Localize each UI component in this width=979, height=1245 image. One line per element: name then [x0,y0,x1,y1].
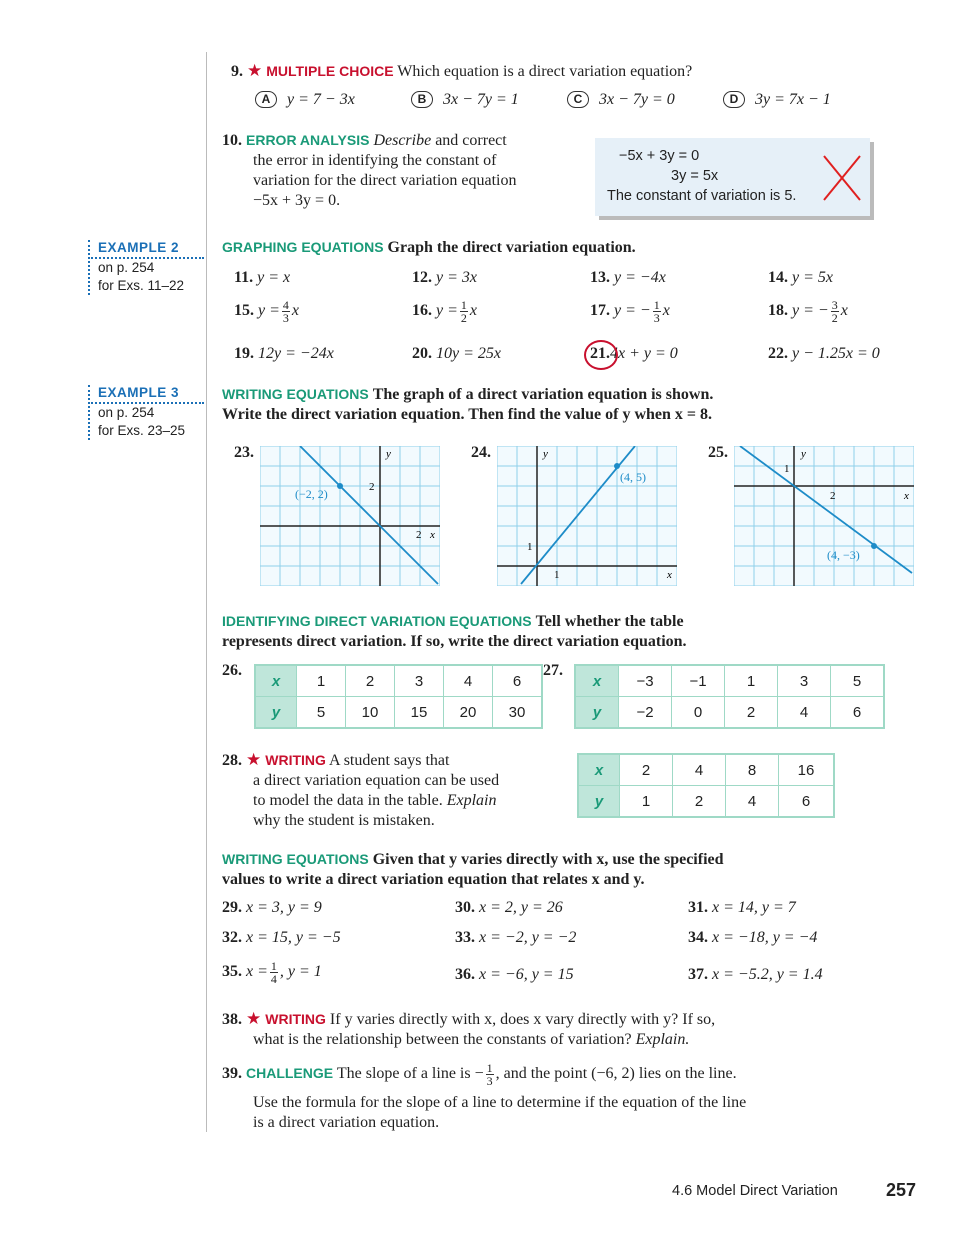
graph-23 [260,446,440,586]
exercise-22: 22. y − 1.25x = 0 [768,345,880,362]
exercise-17: 17. y = − $\frac{1}{3}$ x [590,298,670,325]
text-line: is a direct variation equation. [253,1114,440,1131]
exercise-19: 19. 12y = −24x [234,345,334,362]
option-letter: B [411,91,433,108]
point-label: (−2, 2) [295,487,328,501]
exercise-29: 29. x = 3, y = 9 [222,899,322,916]
writing-heading-2 [222,849,724,890]
exercise-number: 21. [590,345,610,362]
cross-icon [820,152,864,204]
table-26 [254,664,543,729]
graph-25 [734,446,914,586]
section-label: IDENTIFYING DIRECT VARIATION EQUATIONS [222,613,532,629]
exercise-14: 14. y = 5x [768,269,833,286]
text-line: A student says that [329,752,450,769]
choice-b[interactable] [411,91,519,109]
exercise-35: 35. x = $\frac{1}{4}$ , y = 1 [222,959,322,986]
exercise-9 [231,61,692,81]
x-tick-label: 2 [416,529,422,541]
text-line: variation for the direct variation equation [253,172,517,189]
example-title: EXAMPLE 2 [88,240,204,259]
example-ref: on p. 254 [98,260,155,275]
exercise-text: 4x + y = 0 [610,345,678,362]
describe-word: Describe [373,132,432,149]
writing-heading-1 [222,384,713,425]
option-letter: D [723,91,745,108]
footer-section-title: 4.6 Model Direct Variation [672,1183,838,1199]
exercise-30: 30. x = 2, y = 26 [455,899,563,916]
identifying-heading [222,611,687,652]
x-axis-label: x [904,490,909,502]
x-tick-label: 2 [830,490,836,502]
example-ref: for Exs. 11–22 [98,278,185,293]
text-line: , and the point (−6, 2) lies on the line. [495,1065,737,1083]
exercise-number: 9. [231,63,243,80]
error-line: 3y = 5x [671,168,719,184]
exercise-number: 38. [222,1011,242,1028]
star-icon: ★ [246,1009,262,1028]
explain-word: Explain [446,792,497,809]
point-label: (4, −3) [827,548,860,562]
option-text: 3y = 7x − 1 [755,91,831,108]
exercise-label: MULTIPLE CHOICE [266,63,394,79]
text-line: a direct variation equation can be used [253,772,500,789]
table-row: x 1 2 3 4 6 [255,665,542,697]
exercise-38 [222,1009,715,1050]
exercise-number: 24. [471,444,491,461]
y-axis-label: y [386,448,391,460]
exercise-number: 25. [708,444,728,461]
table-28 [577,753,835,818]
exercise-20: 20. 10y = 25x [412,345,501,362]
page-number: 257 [886,1180,917,1200]
section-instruction: Graph the direct variation equation. [387,239,636,256]
y-axis-label: y [543,448,548,460]
graph-point [614,463,620,469]
text-line: Use the formula for the slope of a line to determine if the equation of the line [253,1094,747,1111]
star-icon: ★ [246,750,262,769]
exercise-32: 32. x = 15, y = −5 [222,929,341,946]
example-3-note [88,385,204,440]
text-line: the error in identifying the constant of [253,152,497,169]
error-line: The constant of variation is 5. [607,188,797,204]
section-instruction: values to write a direct variation equation that relates x and y. [222,871,645,888]
x-tick-label: 1 [554,569,560,581]
margin-rule [206,52,207,1132]
exercise-number: 39. [222,1065,242,1083]
star-icon: ★ [247,61,263,80]
exercise-31: 31. x = 14, y = 7 [688,899,796,916]
text-line: to model the data in the table. [253,792,443,809]
exercise-34: 34. x = −18, y = −4 [688,929,818,946]
section-instruction: The graph of a direct variation equation is shown. [372,386,714,403]
exercise-36: 36. x = −6, y = 15 [455,966,574,983]
section-label: WRITING EQUATIONS [222,386,369,402]
text-line: why the student is mistaken. [253,812,435,829]
x-axis-label: x [667,569,672,581]
exercise-label: WRITING [265,1011,326,1027]
y-tick-label: 1 [527,541,533,553]
explain-word: Explain. [635,1031,690,1048]
graph-point [871,543,877,549]
choice-a[interactable] [255,91,355,109]
exercise-number: 27. [543,662,563,679]
text-line: what is the relationship between the constants of variation? [253,1031,632,1048]
text-line: The slope of a line is − [336,1065,484,1083]
choice-d[interactable] [723,91,831,109]
example-2-note [88,240,204,295]
table-row: y −2 0 2 4 6 [575,697,884,729]
point-label: (4, 5) [620,470,646,484]
y-axis-label: y [801,448,806,460]
exercise-16: 16. y = $\frac{1}{2}$ x [412,298,478,325]
y-tick-label: 1 [784,463,790,475]
graphing-heading [222,239,636,257]
x-axis-label: x [430,529,435,541]
table-row: y 1 2 4 6 [578,786,834,818]
choice-c[interactable] [567,91,675,109]
option-text: y = 7 − 3x [287,91,355,108]
section-instruction: Tell whether the table [535,613,684,630]
graph-point [337,483,343,489]
exercise-39: 39. CHALLENGE The slope of a line is − $\frac{1}{3}$ , and the point (−6, 2) lies on the line. Use the formula for the slope of a line to determine if the equation of the line is a direct variation equation. [222,1061,747,1131]
option-letter: C [567,91,589,108]
text-line: −5x + 3y = 0. [253,192,341,209]
exercise-number: 28. [222,752,242,769]
error-box [595,138,870,216]
exercise-15: 15. y = $\frac{4}{3}$ x [234,298,300,325]
y-tick-label: 2 [369,481,375,493]
option-letter: A [255,91,277,108]
option-text: 3x − 7y = 1 [443,91,519,108]
section-instruction: Write the direct variation equation. Then find the value of y when x = 8. [222,406,713,423]
exercise-10 [222,130,516,211]
exercise-number: 10. [222,132,242,149]
exercise-28 [222,750,499,831]
exercise-number: 23. [234,444,254,461]
section-label: WRITING EQUATIONS [222,851,369,867]
error-line: −5x + 3y = 0 [619,148,700,164]
exercise-question: Which equation is a direct variation equation? [397,63,693,80]
exercise-label: WRITING [265,752,326,768]
exercise-18: 18. y = − $\frac{3}{2}$ x [768,298,848,325]
example-ref: on p. 254 [98,405,155,420]
text-line: If y varies directly with x, does x vary directly with y? If so, [329,1011,716,1028]
section-label: GRAPHING EQUATIONS [222,239,384,255]
table-27 [574,664,885,729]
table-row: x 2 4 8 16 [578,754,834,786]
text-line: and correct [435,132,507,149]
exercise-12: 12. y = 3x [412,269,477,286]
graph-24 [497,446,677,586]
exercise-label: ERROR ANALYSIS [246,132,370,148]
section-instruction: Given that y varies directly with x, use the specified [372,851,724,868]
exercise-37: 37. x = −5.2, y = 1.4 [688,966,823,983]
circle-mark-icon [584,340,618,370]
example-ref: for Exs. 23–25 [98,423,186,438]
exercise-number: 26. [222,662,242,679]
exercise-13: 13. y = −4x [590,269,666,286]
example-title: EXAMPLE 3 [88,385,204,404]
exercise-11: 11. y = x [234,269,291,286]
exercise-33: 33. x = −2, y = −2 [455,929,577,946]
section-instruction: represents direct variation. If so, write the direct variation equation. [222,633,687,650]
table-row: x −3 −1 1 3 5 [575,665,884,697]
option-text: 3x − 7y = 0 [599,91,675,108]
exercise-label: CHALLENGE [246,1065,334,1082]
table-row: y 5 10 15 20 30 [255,697,542,729]
